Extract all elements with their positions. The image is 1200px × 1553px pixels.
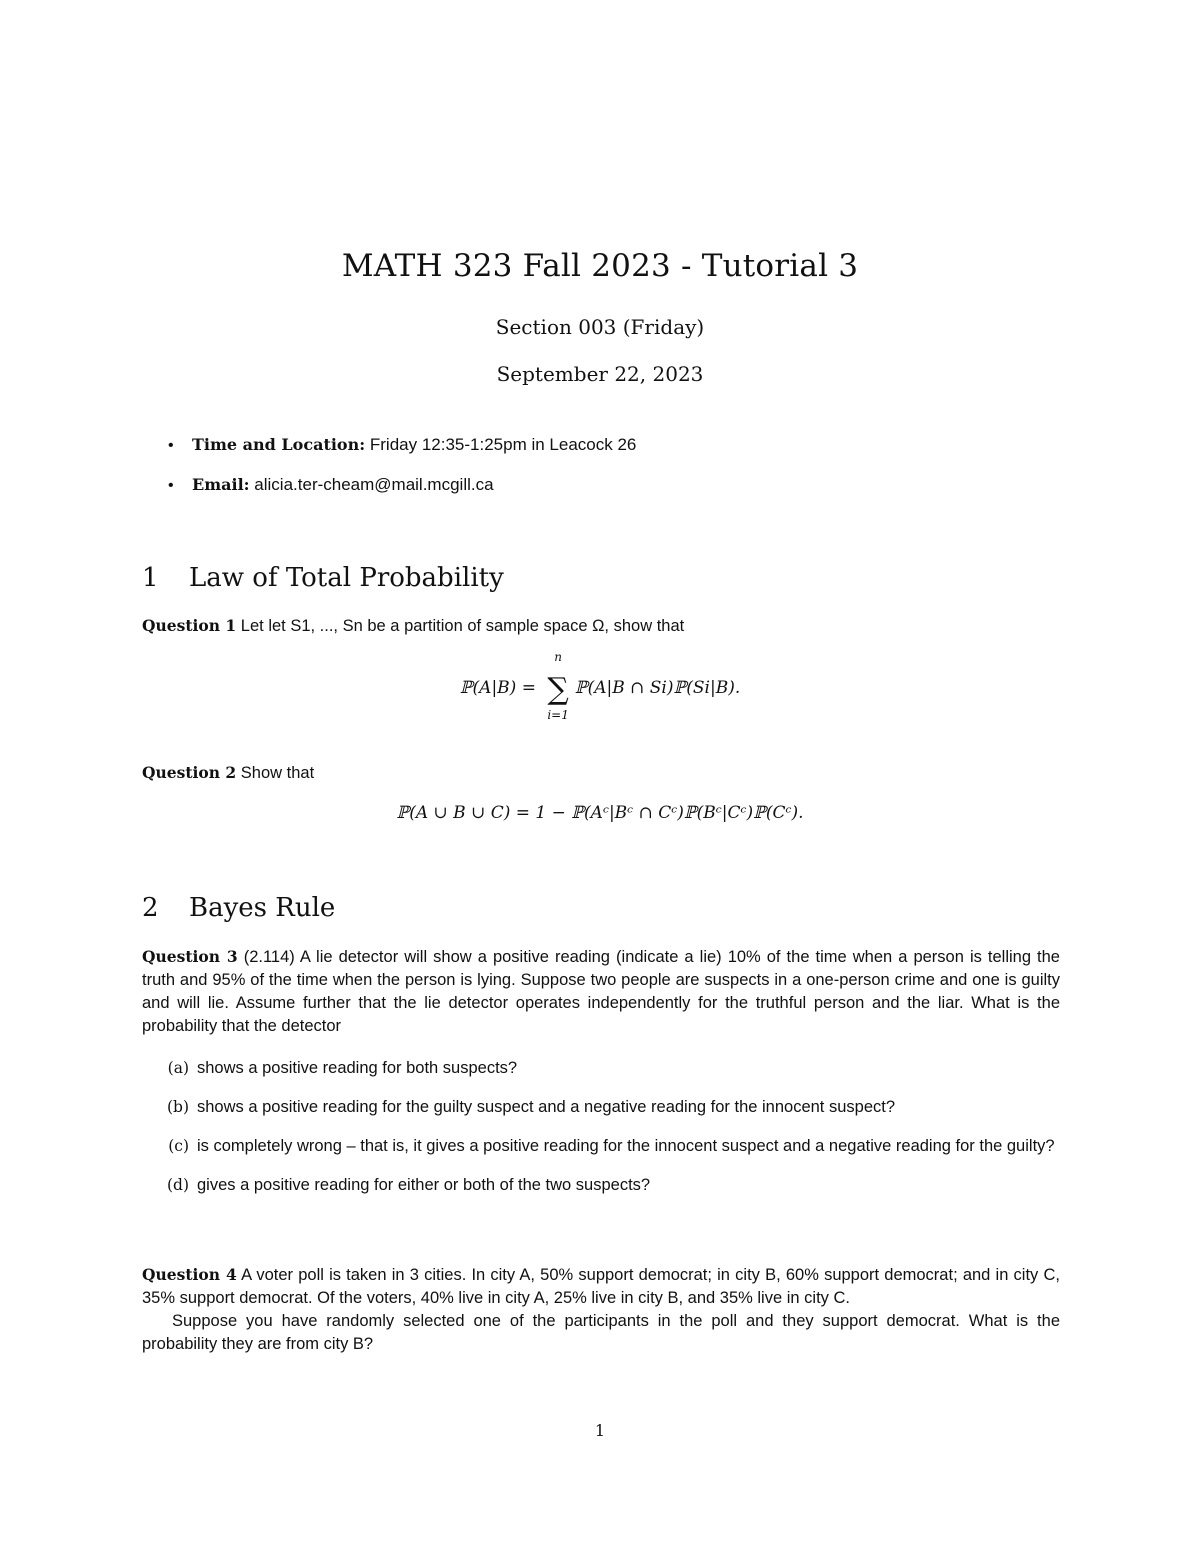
question-label: Question 2 (142, 763, 237, 782)
question-4 (142, 1263, 1060, 1356)
time-label: Time and Location: (192, 435, 366, 454)
formula-lhs: ℙ(A|B) = (459, 678, 542, 698)
section-title: Bayes Rule (189, 893, 336, 923)
item-text: is completely wrong – that is, it gives a positive reading for the innocent suspect and a negative reading for the guilty? (197, 1137, 1055, 1155)
item-text: shows a positive reading for the guilty suspect and a negative reading for the innocent suspect? (197, 1098, 896, 1116)
formula-2: ℙ(A ∪ B ∪ C) = 1 − ℙ(Aᶜ|Bᶜ ∩ Cᶜ)ℙ(Bᶜ|Cᶜ)ℙ(Cᶜ). (396, 803, 804, 823)
email-value: alicia.ter-cheam@mail.mcgill.ca (254, 475, 494, 494)
question-text: (2.114) A lie detector will show a positive reading (indicate a lie) 10% of the time when a person is telling the truth and 95% of the time when the person is lying. Suppose two people are suspects in a one-person crime and one is guilty and will lie. Assume further that the lie detector operates independently for the truthful person and the liar. What is the probability that the detector (142, 948, 1060, 1035)
question-text: Show that (240, 764, 315, 782)
question-3-items (142, 1057, 1060, 1213)
time-value: Friday 12:35-1:25pm in Leacock 26 (369, 435, 637, 454)
question-text-continued: Suppose you have randomly selected one of the participants in the poll and they support democrat. What is the probability they are from city B? (142, 1312, 1060, 1353)
section-title: Law of Total Probability (189, 563, 504, 593)
formula-1 (0, 650, 1200, 722)
question-label: Question 4 (142, 1265, 237, 1284)
list-item (142, 1057, 1060, 1080)
sum-lower-limit: i=1 (547, 708, 569, 722)
item-label: (a) (167, 1059, 189, 1077)
question-1 (142, 614, 1060, 638)
info-item-time (168, 435, 636, 475)
question-label: Question 3 (142, 947, 238, 966)
sum-upper-limit: n (554, 650, 562, 664)
section-heading-1 (142, 563, 504, 593)
page-number: 1 (594, 1421, 606, 1440)
bullet-icon: • (168, 477, 174, 494)
section-subtitle: Section 003 (Friday) (495, 315, 705, 339)
item-text: shows a positive reading for both suspects? (197, 1059, 518, 1077)
list-item (142, 1096, 1060, 1119)
question-text: A voter poll is taken in 3 cities. In city A, 50% support democrat; in city B, 60% support democrat; and in city C, 35% support democrat. Of the voters, 40% live in city A, 25% live in city B, and 35% live in city C. (142, 1266, 1060, 1307)
section-number: 1 (142, 563, 159, 593)
info-item-email (168, 475, 636, 515)
info-list (168, 435, 636, 515)
bullet-icon: • (168, 437, 174, 454)
page-title: MATH 323 Fall 2023 - Tutorial 3 (341, 248, 859, 284)
item-label: (b) (166, 1098, 189, 1116)
list-item (142, 1174, 1060, 1197)
section-number: 2 (142, 893, 159, 923)
question-label: Question 1 (142, 616, 237, 635)
question-2 (142, 761, 1060, 785)
email-label: Email: (192, 475, 250, 494)
question-text: Let let S1, ..., Sn be a partition of sample space Ω, show that (240, 617, 685, 635)
formula-rhs: ℙ(A|B ∩ Si)ℙ(Si|B). (574, 678, 741, 698)
item-label: (d) (166, 1176, 189, 1194)
list-item (142, 1135, 1060, 1158)
section-heading-2 (142, 893, 335, 923)
item-label: (c) (168, 1137, 189, 1155)
summation-symbol: ∑ n i=1 (547, 650, 569, 722)
item-text: gives a positive reading for either or both of the two suspects? (197, 1176, 651, 1194)
question-3 (142, 945, 1060, 1038)
date-subtitle: September 22, 2023 (496, 362, 704, 386)
